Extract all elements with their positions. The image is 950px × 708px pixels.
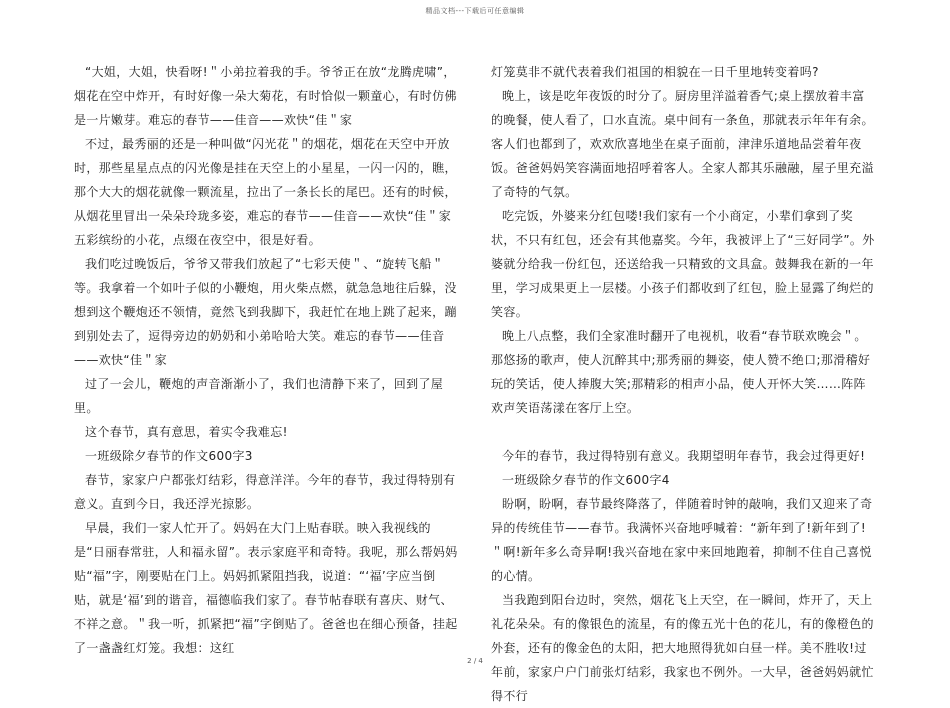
paragraph: 这个春节，真有意思，着实令我难忘!	[85, 425, 288, 439]
right-column	[491, 60, 876, 708]
page-header: 精品文档---下载后可任意编辑	[425, 7, 525, 15]
paragraph: 一班级除夕春节的作文600字3	[85, 449, 253, 463]
paragraph: “大姐，大姐，快看呀!＂小弟拉着我的手。爷爷正在放“龙腾虎啸”，烟花在空中炸开，有时好像一朵大菊花，有时恰似一颗童心，有时仿佛是一片嫩芽。难忘的春节——佳音——欢快“佳＂家	[74, 65, 457, 127]
paragraph: 早晨，我们一家人忙开了。妈妈在大门上贴春联。映入我视线的是“日丽春常驻，人和福永留”。表示家庭平和奇特。我呢，那么帮妈妈贴“福”字，刚要贴在门上。妈妈抓紧阻挡我，说道：“‘福’字应当倒贴，就是‘福’到的谐音，福德临我们家了。春节帖春联有喜庆、财气、不祥之意。＂我一听，抓紧把“福”字倒贴了。爸爸也在细心预备，挂起了一盏盏红灯笼。我想：这红	[74, 521, 458, 655]
paragraph: 盼啊，盼啊，春节最终降落了，伴随着时钟的敲响，我们又迎来了奇异的传统佳节——春节。我满怀兴奋地呼喊着：“新年到了!新年到了!＂啊!新年多么奇异啊!我兴奋地在家中来回地跑着，抑制不住自己喜悦的心情。	[491, 497, 873, 583]
blank-line	[491, 420, 876, 444]
paragraph: 当我跑到阳台边时，突然，烟花飞上天空，在一瞬间，炸开了，天上礼花朵朵。有的像银色的流星，有的像五光十色的花儿，有的像橙色的外套，还有的像金色的太阳，把大地照得犹如白昼一样。美不胜收!过年前，家家户户门前张灯结彩，我家也不例外。一大早，爸爸妈妈就忙得不行	[491, 593, 874, 703]
paragraph: 一班级除夕春节的作文600字4	[502, 473, 670, 487]
paragraph: 吃完饭，外婆来分红包喽!我们家有一个小商定，小辈们拿到了奖状，不只有红包，还会有其他嘉奖。今年，我被评上了“三好同学”。外婆就分给我一份红包，还送给我一只精致的文具盒。鼓舞我在新的一年里，学习成果更上一层楼。小孩子们都收到了红包，脸上显露了绚烂的笑容。	[491, 209, 875, 319]
left-column	[74, 60, 459, 660]
paragraph: 今年的春节，我过得特别有意义。我期望明年春节，我会过得更好!	[502, 449, 866, 463]
paragraph: 过了一会儿，鞭炮的声音渐渐小了，我们也清静下来了，回到了屋里。	[74, 377, 444, 415]
paragraph: 春节，家家户户都张灯结彩，得意洋洋。今年的春节，我过得特别有意义。直到今日，我还浮光掠影。	[74, 473, 456, 511]
paragraph: 灯笼莫非不就代表着我们祖国的相貌在一日千里地转变着吗?	[491, 65, 819, 79]
paragraph: 晚上八点整，我们全家准时翻开了电视机，收看“春节联欢晚会＂。那悠扬的歌声，使人沉醉其中;那秀丽的舞姿，使人赞不绝口;那滑稽好玩的笑话，使人捧腹大笑;那精彩的相声小品，使人开怀大笑……阵阵欢声笑语荡漾在客厅上空。	[491, 329, 871, 415]
paragraph: 晚上，该是吃年夜饭的时分了。厨房里洋溢着香气;桌上摆放着丰富的晚餐，使人看了，口水直流。桌中间有一条鱼，那就表示年年有余。客人们也都到了，欢欢欣喜地坐在桌子面前，津津乐道地品尝着年夜饭。爸爸妈妈笑容满面地招呼着客人。全家人都其乐融融，屋子里充溢了奇特的气氛。	[491, 89, 874, 199]
page-number: 2 / 4	[467, 657, 483, 665]
paragraph: 我们吃过晚饭后，爷爷又带我们放起了“七彩天使＂、“旋转飞船＂等。我拿着一个如叶子似的小鞭炮，用火柴点燃，就急急地往后躲，没想到这个鞭炮还不领情，竟然飞到我脚下，我赶忙在地上跳了起来，蹦到别处去了，逗得旁边的奶奶和小弟哈哈大笑。难忘的春节——佳音——欢快“佳＂家	[74, 257, 457, 367]
paragraph: 不过，最秀丽的还是一种叫做“闪光花＂的烟花，烟花在天空中开放时，那些星星点点的闪光像是挂在天空上的小星星，一闪一闪的，瞧，那个大大的烟花就像一颗流星，拉出了一条长长的尾巴。还有的时候，从烟花里冒出一朵朵玲珑多姿，难忘的春节——佳音——欢快“佳＂家五彩缤纷的小花，点缀在夜空中，很是好看。	[74, 137, 457, 247]
